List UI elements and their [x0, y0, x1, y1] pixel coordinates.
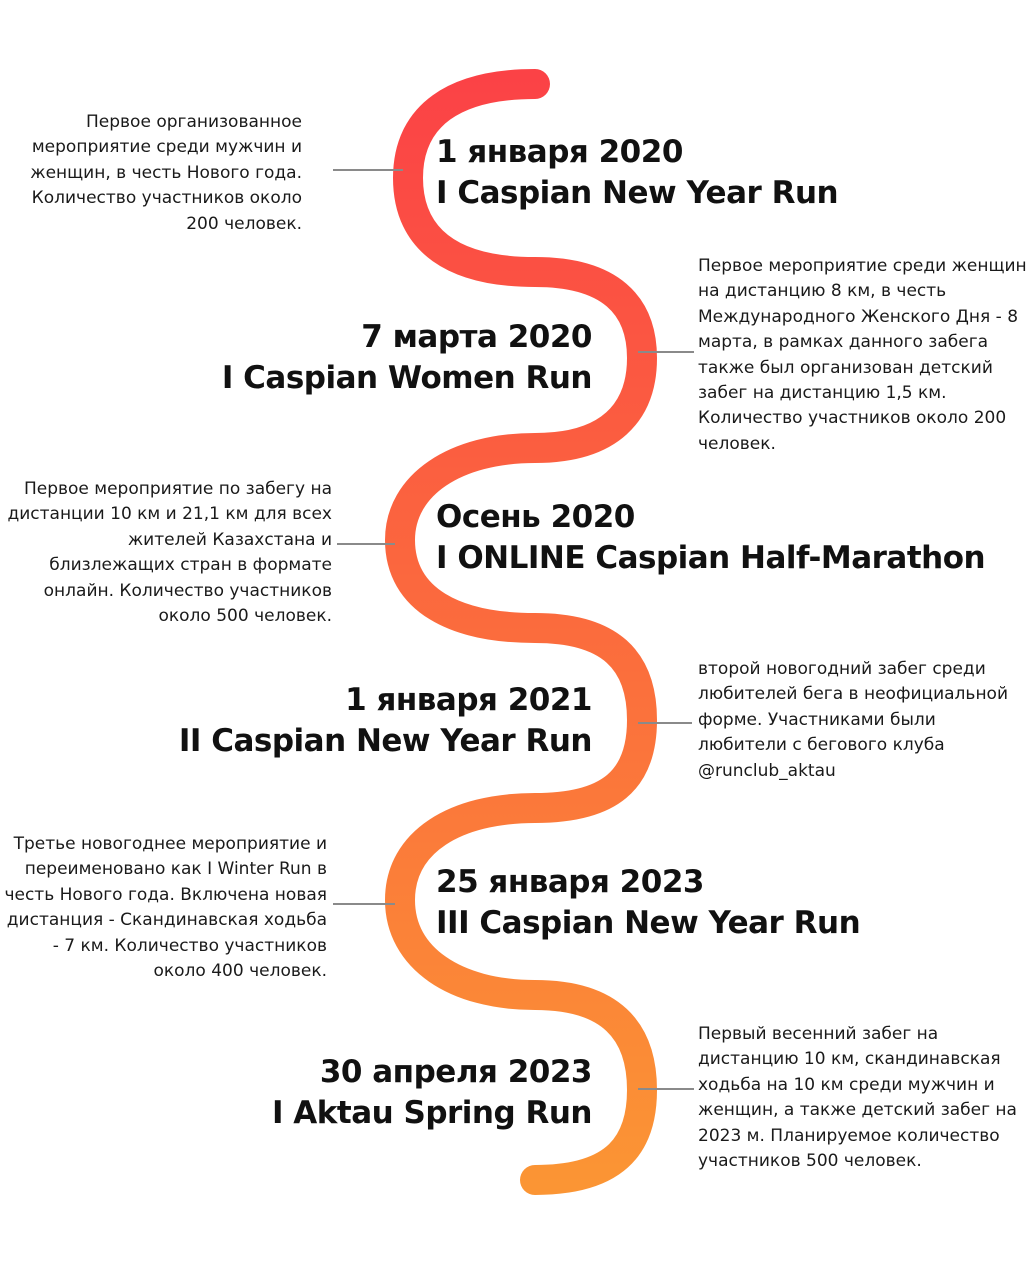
- connector-line-3: [337, 543, 395, 545]
- event-5-title: [436, 862, 860, 944]
- event-2-title: [190, 317, 592, 399]
- event-1-date: 1 января 2020: [436, 134, 683, 170]
- event-2-name: I Caspian Women Run: [221, 360, 592, 396]
- event-6-date: 30 апреля 2023: [319, 1054, 592, 1090]
- event-3-title: [436, 497, 985, 579]
- connector-line-2: [638, 351, 694, 353]
- event-4-name: II Caspian New Year Run: [178, 723, 592, 759]
- event-6-title: [190, 1052, 592, 1134]
- event-5-date: 25 января 2023: [436, 864, 704, 900]
- event-4-date: 1 января 2021: [345, 682, 592, 718]
- timeline-wave-path: [400, 84, 642, 1180]
- connector-line-6: [638, 1088, 694, 1090]
- connector-line-4: [638, 722, 692, 724]
- event-5-name: III Caspian New Year Run: [436, 905, 861, 941]
- event-3-date: Осень 2020: [436, 499, 635, 535]
- event-6-name: I Aktau Spring Run: [271, 1095, 592, 1131]
- event-6-description: Первый весенний забег на дистанцию 10 км, скандинавская ходьба на 10 км среди мужчин и женщин, а также детский забег на 2023 м. Планируемое количество участников 500 человек.: [698, 1024, 1017, 1172]
- event-1-description: Первое организованное мероприятие среди мужчин и женщин, в честь Нового года. Количество участников около 200 человек.: [30, 112, 302, 234]
- connector-line-5: [333, 903, 395, 905]
- event-1-name: I Caspian New Year Run: [436, 175, 839, 211]
- event-2-description: Первое мероприятие среди женщин на дистанцию 8 км, в честь Международного Женского Дня - 8 марта, в рамках данного забега также был организован детский забег на дистанцию 1,5 км. Количество участников около 200 человек.: [698, 256, 1027, 454]
- event-3-name: I ONLINE Caspian Half-Marathon: [436, 540, 986, 576]
- event-1-title: [436, 132, 838, 214]
- event-4-title: [150, 680, 592, 762]
- event-5-description: Третье новогоднее мероприятие и переименовано как I Winter Run в честь Нового года. Включена новая дистанция - Скандинавская ходьба - 7 км. Количество участников около 400 человек.: [4, 834, 327, 982]
- event-4-description: второй новогодний забег среди любителей бега в неофициальной форме. Участниками были любители с бегового клуба @runclub_aktau: [698, 659, 1009, 781]
- event-2-date: 7 марта 2020: [361, 319, 592, 355]
- connector-line-1: [333, 169, 403, 171]
- event-3-description: Первое мероприятие по забегу на дистанции 10 км и 21,1 км для всех жителей Казахстана и близлежащих стран в формате онлайн. Количество участников около 500 человек.: [7, 479, 332, 627]
